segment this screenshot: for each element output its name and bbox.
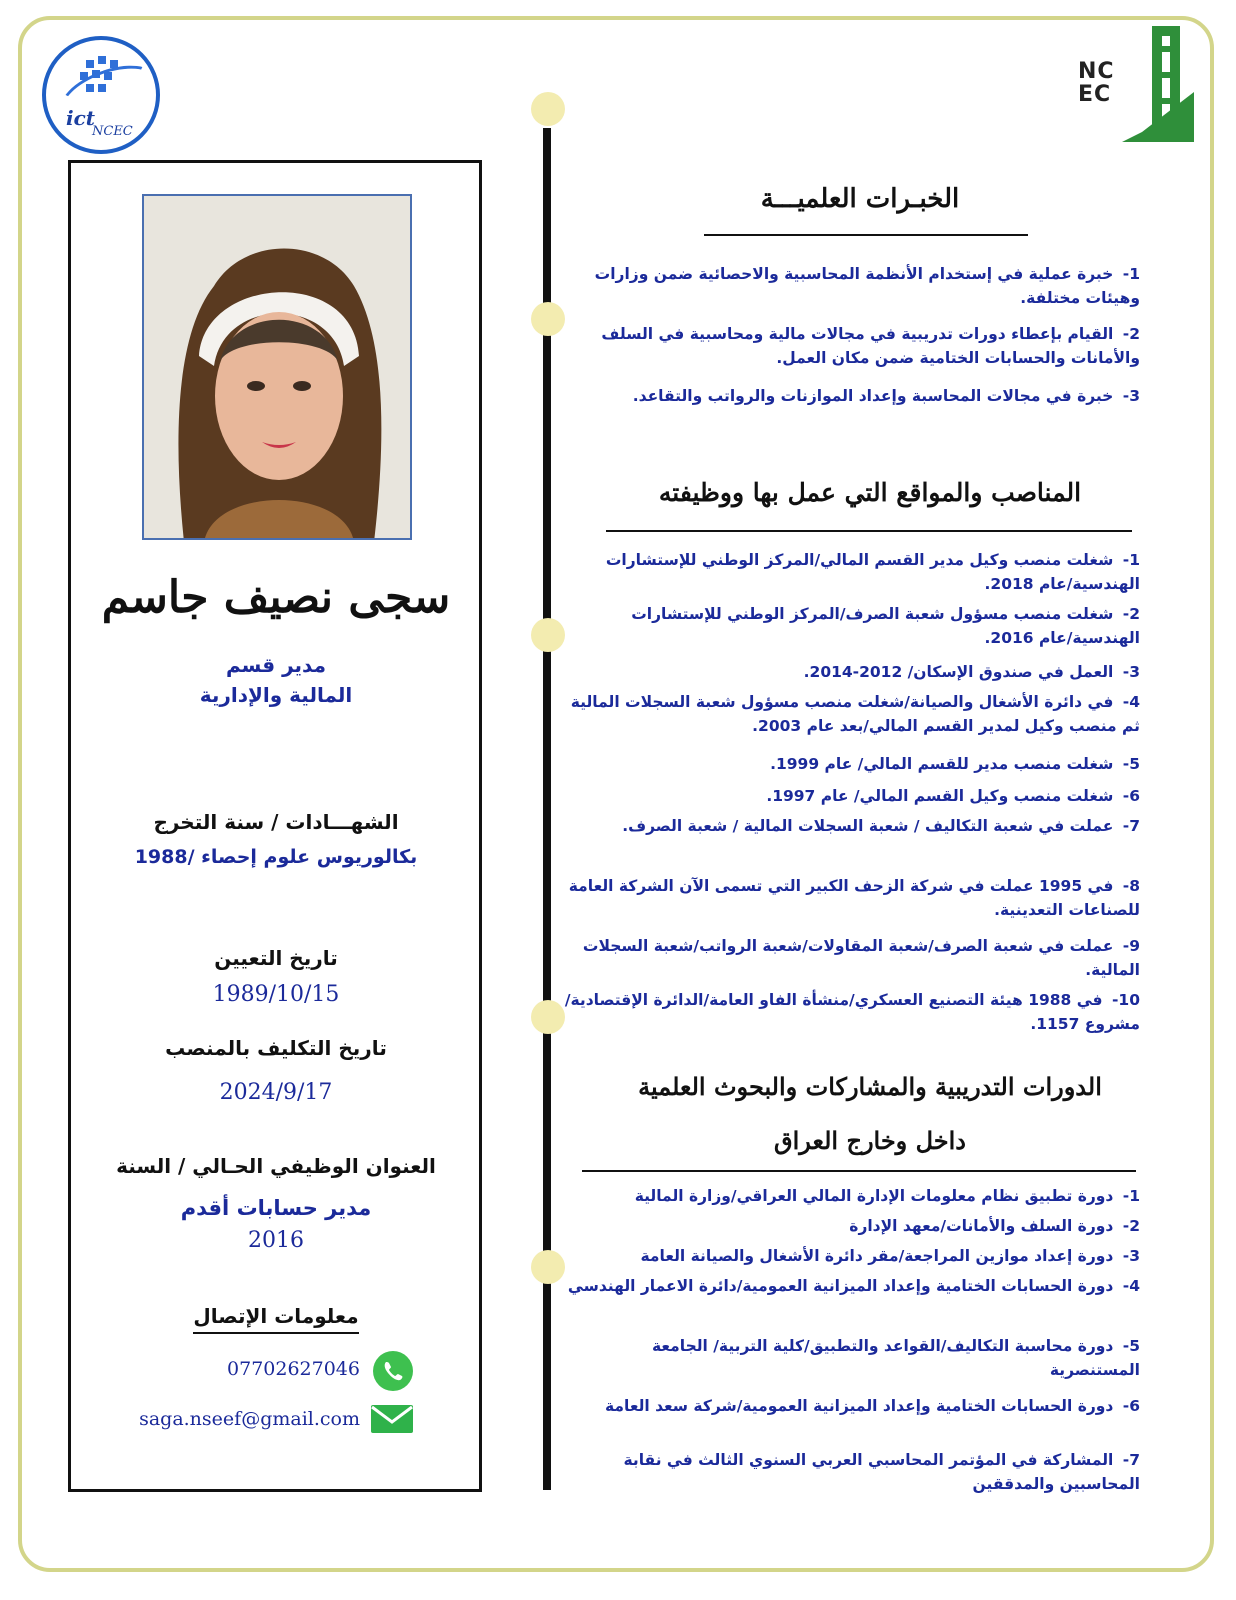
course-item-number: 6-	[1117, 1397, 1140, 1415]
experience-item-3	[560, 384, 1140, 408]
position-item-9	[560, 934, 1140, 982]
position-item-2	[560, 602, 1140, 650]
whatsapp-icon	[372, 1350, 414, 1392]
experience-item-number: 2-	[1117, 325, 1140, 343]
experience-title: الخبـرات العلميـــة	[760, 184, 960, 214]
position-item-text: في 1988 هيئة التصنيع العسكري/منشأة الفاو العامة/الدائرة الإقتصادية/مشروع 1157.	[564, 991, 1140, 1033]
course-item-3	[560, 1244, 1140, 1268]
degree-value: بكالوريوس علوم إحصاء /1988	[134, 846, 418, 868]
position-item-text: شغلت منصب وكيل القسم المالي/ عام 1997.	[766, 787, 1114, 805]
position-item-number: 10-	[1106, 991, 1140, 1009]
phone-row	[120, 1348, 420, 1392]
position-item-6	[560, 784, 1140, 808]
job-role	[72, 650, 480, 710]
appointment-heading: تاريخ التعيين	[214, 946, 338, 970]
course-item-text: دورة السلف والأمانات/معهد الإدارة	[849, 1217, 1114, 1235]
positions-title: المناصب والمواقع التي عمل بها ووظيفته	[658, 478, 1082, 507]
position-item-number: 4-	[1117, 693, 1140, 711]
current-title-year: 2016	[248, 1228, 304, 1253]
person-name: سجى نصيف جاسم	[101, 572, 451, 623]
experience-item-text: القيام بإعطاء دورات تدريبية في مجالات مالية ومحاسبية في السلف والأمانات والحسابات الختامية ضمن مكان العمل.	[601, 325, 1140, 367]
logo-ncec-letters: NC EC	[1078, 59, 1115, 107]
experience-title-underline	[704, 234, 1028, 236]
position-item-number: 7-	[1117, 817, 1140, 835]
course-item-4	[560, 1274, 1140, 1298]
experience-item-number: 3-	[1117, 387, 1140, 405]
course-item-number: 1-	[1117, 1187, 1140, 1205]
position-item-text: في 1995 عملت في شركة الزحف الكبير التي تسمى الآن الشركة العامة للصناعات التعدينية.	[568, 877, 1140, 919]
experience-item-number: 1-	[1117, 265, 1140, 283]
positions-title-underline	[606, 530, 1132, 532]
position-item-text: عملت في شعبة الصرف/شعبة المقاولات/شعبة الرواتب/شعبة السجلات المالية.	[582, 937, 1140, 979]
position-item-3	[560, 660, 1140, 684]
position-item-text: شغلت منصب مسؤول شعبة الصرف/المركز الوطني للإستشارات الهندسية/عام 2016.	[631, 605, 1140, 647]
position-item-number: 2-	[1117, 605, 1140, 623]
position-item-10	[560, 988, 1140, 1036]
course-item-text: دورة الحسابات الختامية وإعداد الميزانية العمومية/شركة سعد العامة	[605, 1397, 1114, 1415]
course-item-number: 7-	[1117, 1451, 1140, 1469]
ncec-kufic-logo	[1078, 22, 1196, 144]
profile-photo	[142, 194, 412, 540]
email-address[interactable]: saga.nseef@gmail.com	[139, 1408, 360, 1430]
logo-ict-text: ict	[66, 106, 96, 130]
course-item-number: 2-	[1117, 1217, 1140, 1235]
position-item-number: 8-	[1117, 877, 1140, 895]
position-item-8	[560, 874, 1140, 922]
kufic-emblem-icon	[1122, 22, 1194, 142]
position-item-text: في دائرة الأشغال والصيانة/شغلت منصب مسؤول شعبة السجلات المالية ثم منصب وكيل لمدير القسم المالي/بعد عام 2003.	[570, 693, 1140, 735]
course-item-2	[560, 1214, 1140, 1238]
course-item-1	[560, 1184, 1140, 1208]
courses-title-underline	[582, 1170, 1136, 1172]
position-item-text: العمل في صندوق الإسكان/ 2012-2014.	[803, 663, 1114, 681]
course-item-number: 3-	[1117, 1247, 1140, 1265]
experience-item-text: خبرة عملية في إستخدام الأنظمة المحاسبية والاحصائية ضمن وزارات وهيئات مختلفة.	[594, 265, 1140, 307]
course-item-text: دورة تطبيق نظام معلومات الإدارة المالي العراقي/وزارة المالية	[634, 1187, 1114, 1205]
experience-item-text: خبرة في مجالات المحاسبة وإعداد الموازنات والرواتب والتقاعد.	[632, 387, 1114, 405]
assignment-heading: تاريخ التكليف بالمنصب	[165, 1036, 387, 1060]
timeline-dot	[531, 92, 565, 126]
ict-ncec-logo	[42, 36, 160, 154]
position-item-number: 6-	[1117, 787, 1140, 805]
course-item-text: دورة محاسبة التكاليف/القواعد والتطبيق/كلية التربية/ الجامعة المستنصرية	[652, 1337, 1140, 1379]
position-item-5	[560, 752, 1140, 776]
position-item-7	[560, 814, 1140, 838]
position-item-1	[560, 548, 1140, 596]
position-item-text: شغلت منصب مدير للقسم المالي/ عام 1999.	[770, 755, 1114, 773]
course-item-number: 4-	[1117, 1277, 1140, 1295]
logo-ncec-text: NCEC	[92, 124, 133, 139]
course-item-text: دورة إعداد موازين المراجعة/مقر دائرة الأشغال والصيانة العامة	[640, 1247, 1114, 1265]
job-role-line2: المالية والإدارية	[199, 683, 353, 707]
courses-title-line1: الدورات التدريبية والمشاركات والبحوث العلمية	[638, 1072, 1102, 1101]
course-item-6	[560, 1394, 1140, 1418]
position-item-number: 1-	[1117, 551, 1140, 569]
courses-title-line2: داخل وخارج العراق	[774, 1126, 966, 1155]
job-role-line1: مدير قسم	[226, 653, 326, 677]
experience-item-2	[560, 322, 1140, 370]
position-item-text: شغلت منصب وكيل مدير القسم المالي/المركز الوطني للإستشارات الهندسية/عام 2018.	[605, 551, 1140, 593]
assignment-date: 2024/9/17	[219, 1080, 333, 1105]
course-item-text: دورة الحسابات الختامية وإعداد الميزانية العمومية/دائرة الاعمار الهندسي	[567, 1277, 1114, 1295]
course-item-7	[560, 1448, 1140, 1496]
course-item-text: المشاركة في المؤتمر المحاسبي العربي السنوي الثالث في نقابة المحاسبين والمدققين	[623, 1451, 1140, 1493]
course-item-5	[560, 1334, 1140, 1382]
position-item-4	[560, 690, 1140, 738]
contact-heading: معلومات الإتصال	[72, 1304, 480, 1328]
email-row	[120, 1398, 420, 1442]
current-title-heading: العنوان الوظيفي الحـالي / السنة	[116, 1154, 436, 1178]
position-item-number: 5-	[1117, 755, 1140, 773]
phone-number[interactable]: 07702627046	[227, 1358, 360, 1380]
mail-icon	[370, 1404, 414, 1434]
position-item-text: عملت في شعبة التكاليف / شعبة السجلات المالية / شعبة الصرف.	[622, 817, 1114, 835]
position-item-number: 3-	[1117, 663, 1140, 681]
current-title-value: مدير حسابات أقدم	[180, 1196, 372, 1220]
course-item-number: 5-	[1117, 1337, 1140, 1355]
degree-heading: الشهـــادات / سنة التخرج	[153, 810, 399, 834]
experience-item-1	[560, 262, 1140, 310]
position-item-number: 9-	[1117, 937, 1140, 955]
appointment-date: 1989/10/15	[212, 982, 340, 1007]
